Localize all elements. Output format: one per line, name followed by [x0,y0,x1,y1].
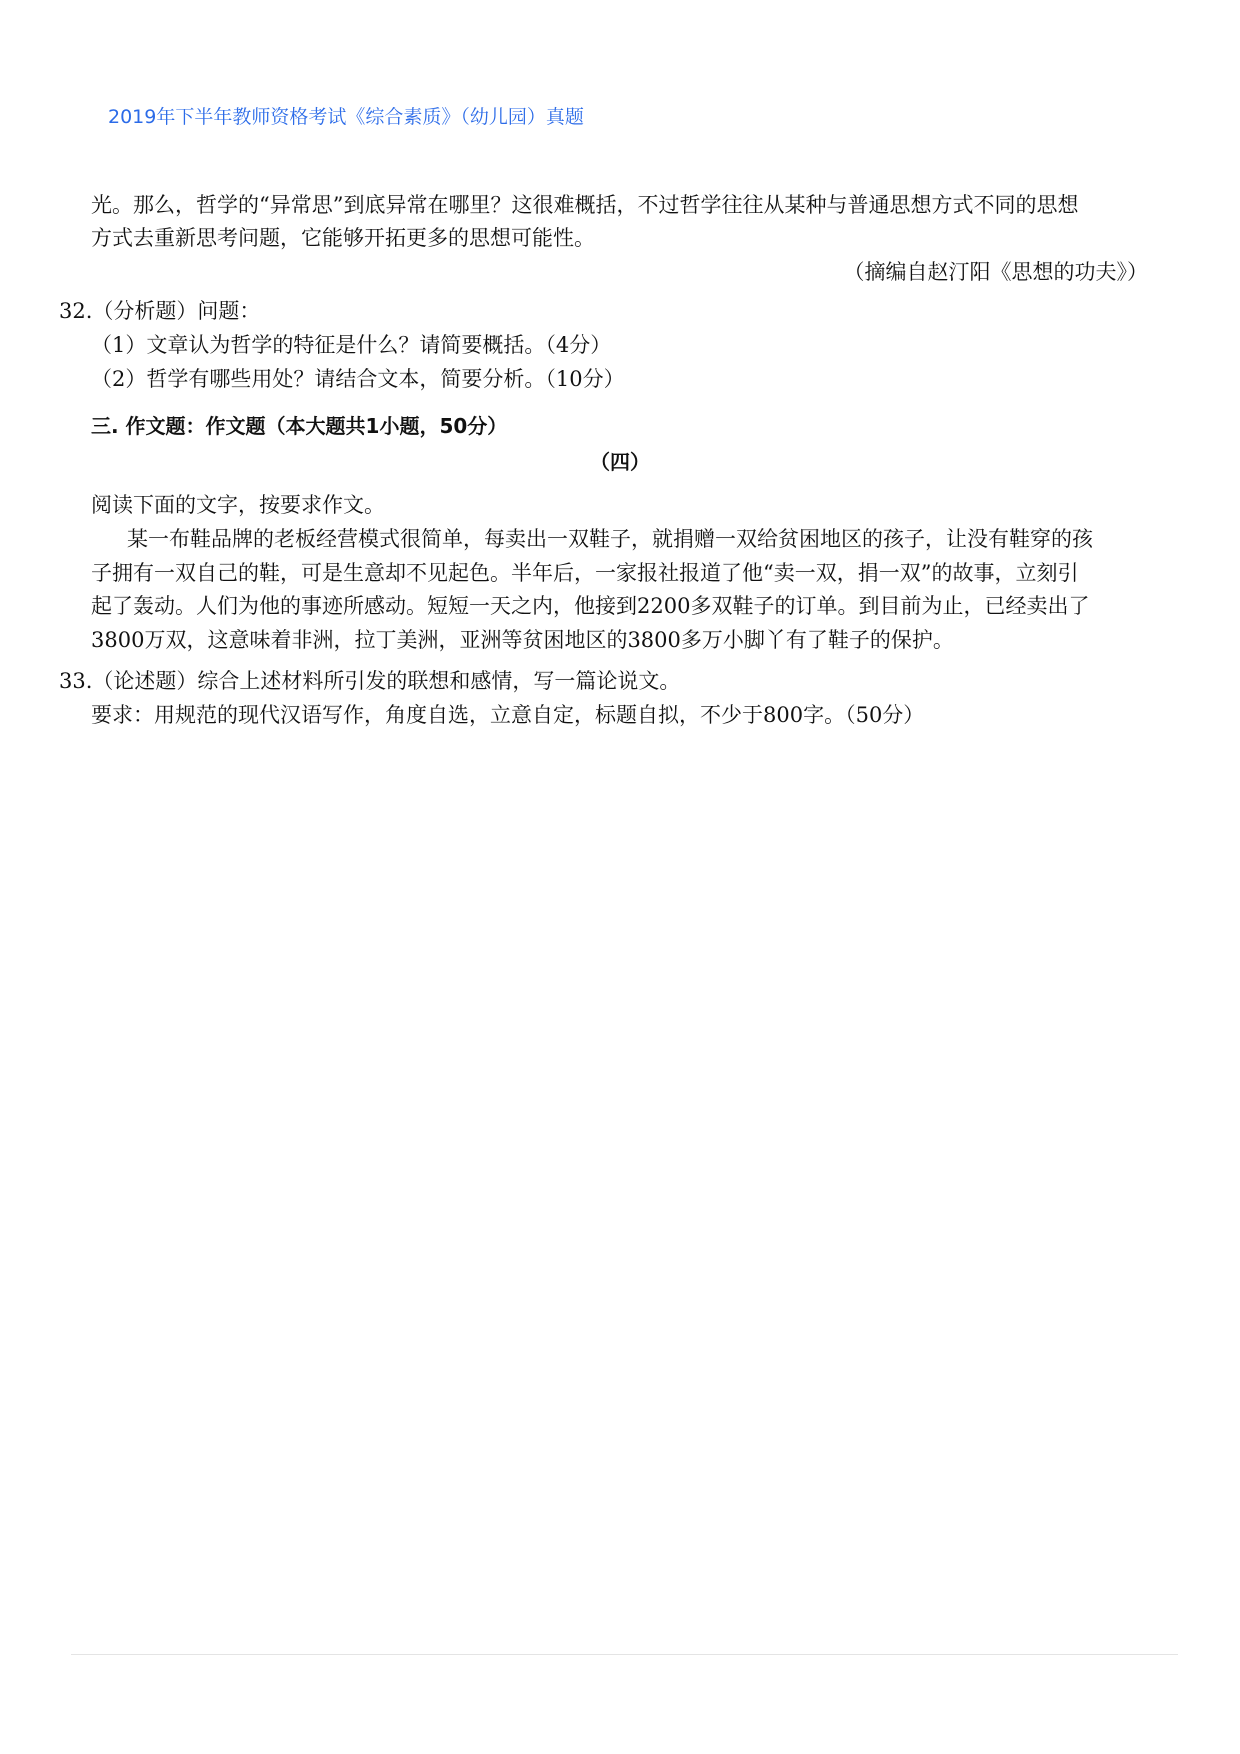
section-3-heading: 三. 作文题：作文题（本大题共1小题，50分） [91,414,508,438]
part-label: （四） [590,450,650,474]
material-line: 3800万双，这意味着非洲，拉丁美洲，亚洲等贫困地区的3800多万小脚丫有了鞋子的保护。 [91,628,954,652]
document-title: 2019年下半年教师资格考试《综合素质》（幼儿园）真题 [108,106,584,128]
passage-line: 光。那么，哲学的“异常思”到底异常在哪里？这很难概括，不过哲学往往从某种与普通思想方式不同的思想 [91,193,1079,217]
question-32-sub-1: （1）文章认为哲学的特征是什么？请简要概括。（4分） [91,333,612,357]
material-line: 起了轰动。人们为他的事迹所感动。短短一天之内，他接到2200多双鞋子的订单。到目前为止，已经卖出了 [91,594,1090,618]
footer-divider [71,1654,1178,1655]
material-line: 某一布鞋品牌的老板经营模式很简单，每卖出一双鞋子，就捐赠一双给贫困地区的孩子，让没有鞋穿的孩 [127,527,1093,551]
question-33-requirement: 要求：用规范的现代汉语写作，角度自选，立意自定，标题自拟，不少于800字。（50分） [91,703,925,727]
passage-line: 方式去重新思考问题，它能够开拓更多的思想可能性。 [91,226,595,250]
material-line: 子拥有一双自己的鞋，可是生意却不见起色。半年后，一家报社报道了他“卖一双，捐一双”的故事，立刻引 [91,561,1079,585]
question-32-heading: 32.（分析题）问题： [59,299,261,323]
question-33-heading: 33.（论述题）综合上述材料所引发的联想和感情，写一篇论说文。 [59,669,681,693]
question-32-sub-2: （2）哲学有哪些用处？请结合文本，简要分析。（10分） [91,367,625,391]
passage-source: （摘编自赵汀阳《思想的功夫》） [843,260,1148,284]
instruction: 阅读下面的文字，按要求作文。 [91,493,385,517]
